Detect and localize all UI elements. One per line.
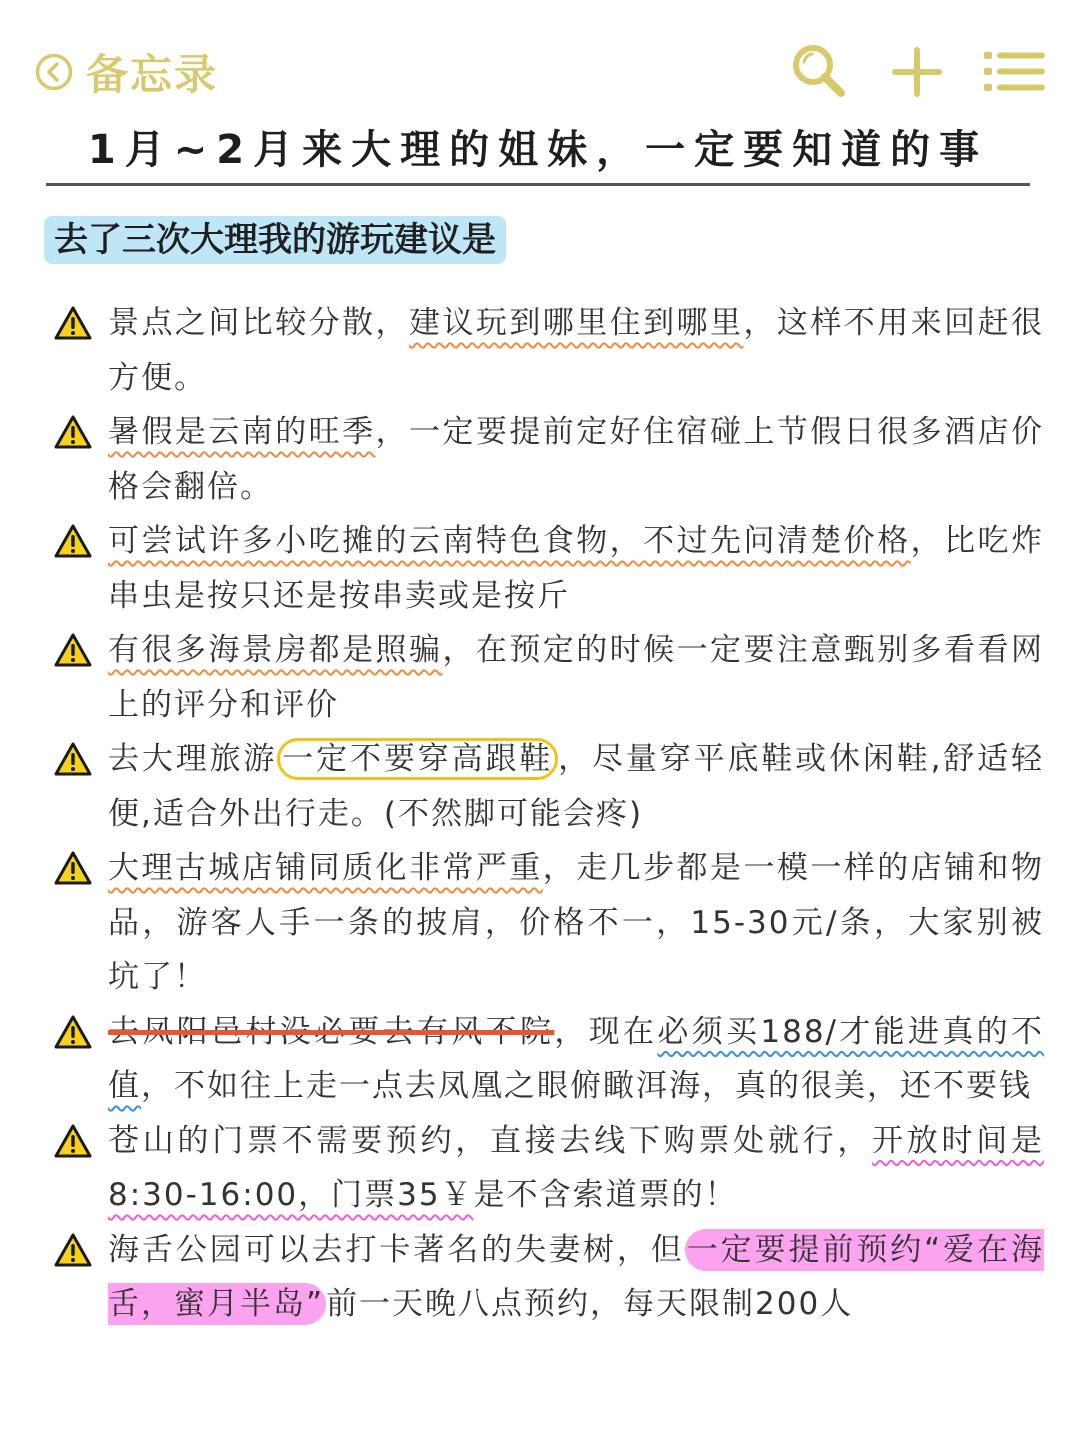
- back-circle-icon: [34, 52, 74, 92]
- search-icon[interactable]: [786, 38, 852, 104]
- warning-icon: [54, 742, 92, 776]
- warning-icon: [54, 1124, 92, 1158]
- underlined-text: 大理古城店铺同质化非常严重: [108, 850, 543, 886]
- underlined-text: 必须买188/才能进真的不值: [108, 1013, 1045, 1104]
- underlined-text: 建议玩到哪里住到哪里: [409, 305, 744, 341]
- note-title: 1月~2月来大理的姐妹，一定要知道的事: [87, 127, 989, 173]
- underlined-text: 有很多海景房都是照骗: [108, 632, 443, 668]
- item-text: ，不如往上走一点去凤凰之眼俯瞰洱海，真的很美，还不要钱: [141, 1068, 1032, 1104]
- list-menu-icon[interactable]: [980, 38, 1046, 104]
- item-text: 是不含索道票的！: [473, 1177, 738, 1213]
- tips-list: [54, 296, 1044, 1332]
- circled-text: 一定不要穿高跟鞋: [277, 738, 558, 780]
- list-item: [54, 1223, 1044, 1332]
- item-text: ，现在: [554, 1013, 658, 1050]
- underlined-text: 可尝试许多小吃摊的云南特色食物，不过先问清楚价格: [108, 523, 911, 559]
- list-item: [54, 405, 1044, 514]
- item-text: 去大理旅游: [108, 741, 278, 777]
- section-heading: 去了三次大理我的游玩建议是: [44, 216, 506, 264]
- item-text: ，走几步都是一模一样的店铺和物品，游客人手一条的披肩，价格不一，15-30元/条，大家别被坑了！: [108, 850, 1045, 995]
- item-text: 苍山的门票不需要预约，直接去线下购票处就行，: [108, 1122, 873, 1159]
- item-text: ，比吃炸串虫是按只还是按串卖或是按斤: [108, 523, 1045, 614]
- app-header: [0, 0, 1080, 115]
- underlined-text: 暑假是云南的旺季: [108, 414, 376, 450]
- list-item: [54, 296, 1044, 405]
- item-text: 景点之间比较分散，: [108, 305, 409, 341]
- plus-icon[interactable]: [884, 38, 950, 104]
- warning-icon: [54, 851, 92, 885]
- item-text: ，在预定的时候一定要注意甄别多看看网上的评分和评价: [108, 632, 1045, 723]
- item-text: ，这样不用来回赶很方便。: [108, 305, 1045, 396]
- back-label: 备忘录: [86, 50, 219, 99]
- warning-icon: [54, 524, 92, 558]
- item-text: 前一天晚八点预约，每天限制200人: [326, 1286, 854, 1322]
- highlighted-text: 一定要提前预约“爱在海舌，蜜月半岛”: [108, 1229, 1044, 1326]
- list-item: [54, 514, 1044, 623]
- list-item: [54, 1005, 1044, 1114]
- warning-icon: [54, 1015, 92, 1049]
- item-text: 海舌公园可以去打卡著名的失妻树，但: [108, 1231, 685, 1268]
- underlined-text: 开放时间是8:30-16:00，门票35￥: [108, 1122, 1045, 1213]
- title-divider: [46, 183, 1030, 186]
- warning-icon: [54, 1233, 92, 1267]
- back-button[interactable]: [34, 44, 218, 100]
- list-item: [54, 623, 1044, 732]
- warning-icon: [54, 633, 92, 667]
- warning-icon: [54, 306, 92, 340]
- list-item: [54, 841, 1044, 1005]
- list-item: [54, 1114, 1044, 1223]
- list-item: [54, 732, 1044, 841]
- warning-icon: [54, 415, 92, 449]
- item-text: ，尽量穿平底鞋或休闲鞋,舒适轻便,适合外出行走。(不然脚可能会疼): [108, 741, 1045, 832]
- item-text: ，一定要提前定好住宿碰上节假日很多酒店价格会翻倍。: [108, 414, 1045, 505]
- struck-text: 去凤阳邑村没必要去有风不院: [108, 1013, 555, 1050]
